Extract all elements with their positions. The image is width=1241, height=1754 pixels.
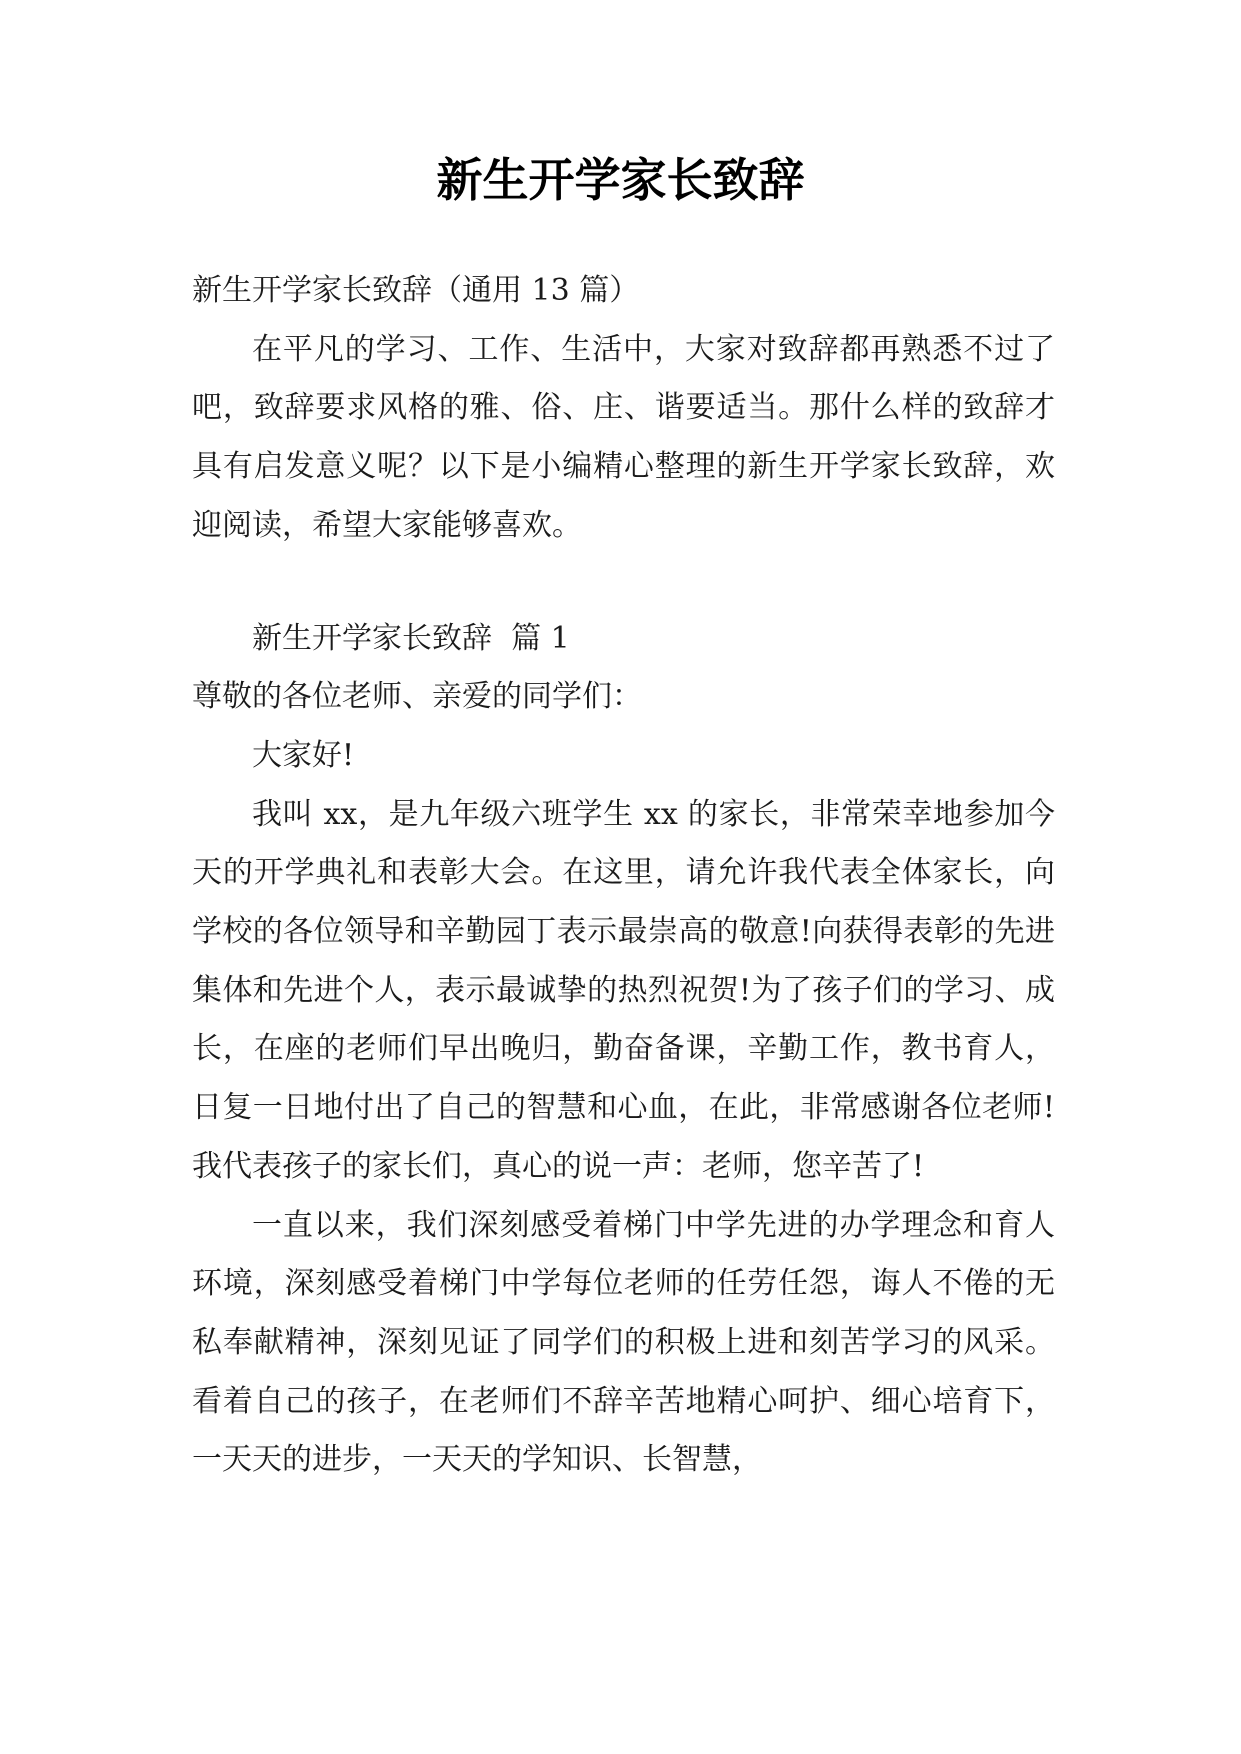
- document-subtitle: 新生开学家长致辞（通用 13 篇）: [192, 273, 640, 308]
- document-body: [192, 262, 1055, 1490]
- section-heading: 新生开学家长致辞 篇 1: [252, 620, 570, 656]
- section-spacer: [192, 556, 1055, 610]
- greeting: 大家好!: [252, 737, 355, 773]
- intro-paragraph: 在平凡的学习、工作、生活中，大家对致辞都再熟悉不过了吧，致辞要求风格的雅、俗、庄、谐要适当。那什么样的致辞才具有启发意义呢？以下是小编精心整理的新生开学家长致辞，欢迎阅读，希望大家能够喜欢。: [192, 331, 1055, 543]
- document-title: 新生开学家长致辞: [436, 153, 805, 207]
- body-paragraph-2: 一直以来，我们深刻感受着梯门中学先进的办学理念和育人环境，深刻感受着梯门中学每位老师的任劳任怨，诲人不倦的无私奉献精神，深刻见证了同学们的积极上进和刻苦学习的风采。看着自己的孩子，在老师们不辞辛苦地精心呵护、细心培育下，一天天的进步，一天天的学知识、长智慧，: [192, 1207, 1055, 1478]
- body-paragraph-1: 我叫 xx，是九年级六班学生 xx 的家长，非常荣幸地参加今天的开学典礼和表彰大会。在这里，请允许我代表全体家长，向学校的各位领导和辛勤园丁表示最崇高的敬意!向获得表彰的先进集体和先进个人，表示最诚挚的热烈祝贺!为了孩子们的学习、成长，在座的老师们早出晚归，勤奋备课，辛勤工作，教书育人，日复一日地付出了自己的智慧和心血，在此，非常感谢各位老师!我代表孩子的家长们，真心的说一声：老师，您辛苦了!: [192, 796, 1055, 1184]
- salutation: 尊敬的各位老师、亲爱的同学们：: [192, 679, 642, 715]
